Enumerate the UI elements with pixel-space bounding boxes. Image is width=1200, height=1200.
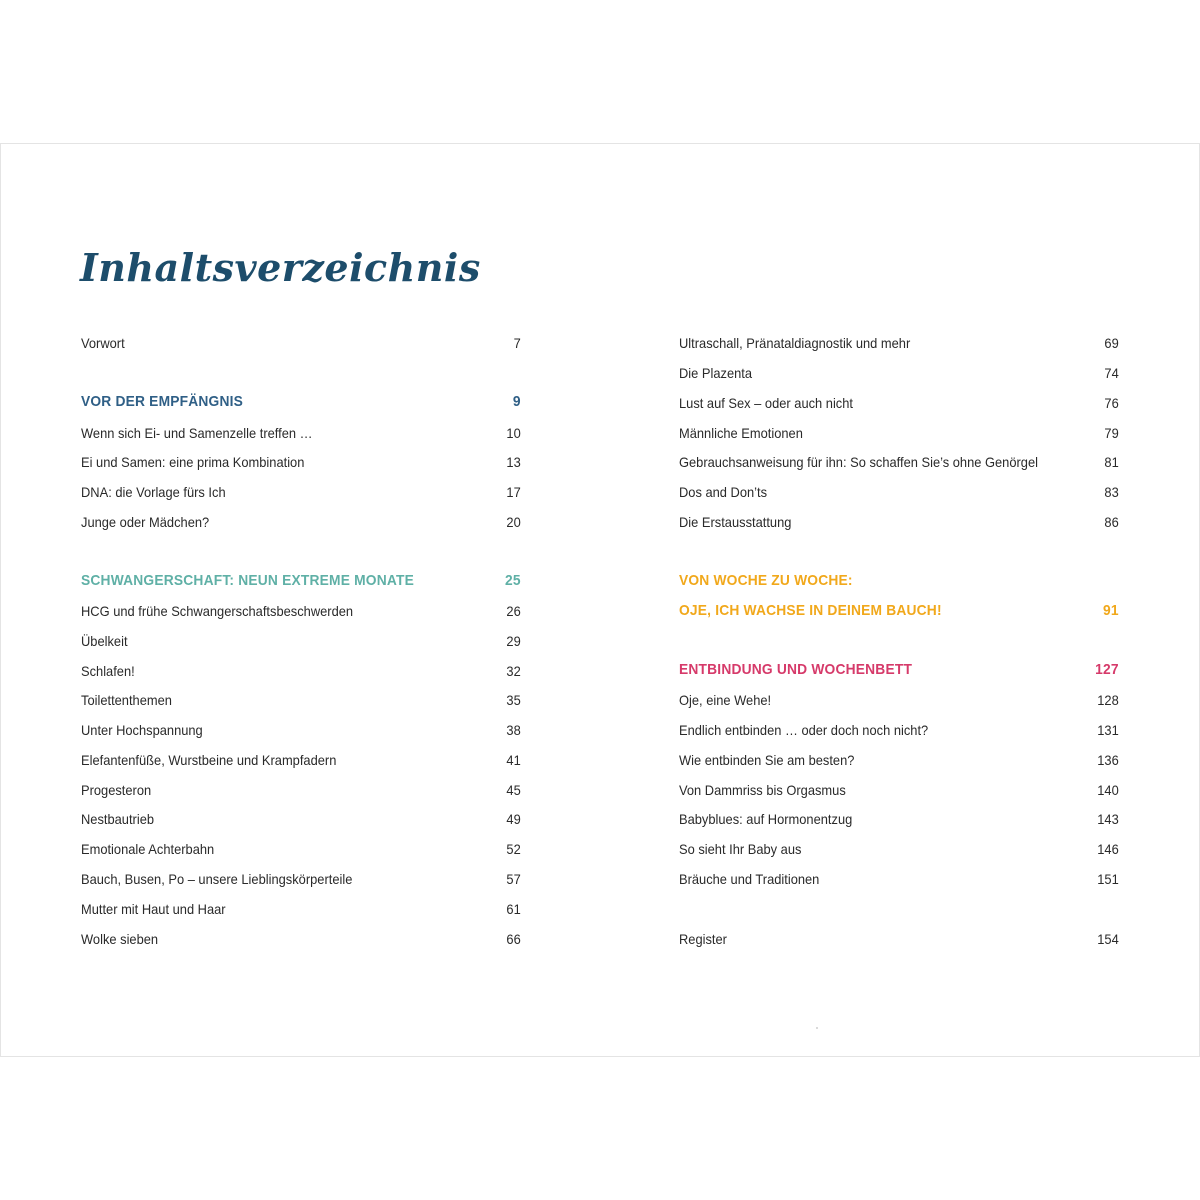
toc-entry-page: 136 bbox=[1097, 752, 1119, 768]
toc-entry-page: 151 bbox=[1097, 871, 1119, 887]
toc-section-page: 25 bbox=[505, 572, 521, 589]
toc-section-page: 9 bbox=[512, 393, 521, 410]
toc-entry-page: 74 bbox=[1104, 365, 1119, 381]
toc-entry[interactable] bbox=[81, 662, 521, 680]
toc-entry-page: 26 bbox=[506, 603, 521, 619]
toc-entry[interactable] bbox=[679, 334, 1119, 352]
toc-entry-page: 81 bbox=[1104, 454, 1119, 470]
toc-entry-label: HCG und frühe Schwangerschaftsbeschwerden bbox=[81, 603, 354, 619]
toc-entry-label: Unter Hochspannung bbox=[81, 722, 203, 738]
toc-entry-label: Progesteron bbox=[81, 782, 152, 798]
toc-entry[interactable] bbox=[81, 930, 521, 948]
toc-section-heading-line bbox=[679, 572, 1119, 590]
toc-entry[interactable] bbox=[679, 781, 1119, 799]
toc-entry[interactable] bbox=[81, 840, 521, 858]
toc-entry-page: 61 bbox=[506, 901, 521, 917]
toc-entry-label: Die Plazenta bbox=[679, 365, 753, 381]
toc-entry-label: Männliche Emotionen bbox=[679, 425, 803, 441]
toc-entry-page: 41 bbox=[506, 752, 521, 768]
toc-entry-page: 49 bbox=[506, 811, 521, 827]
toc-entry-page: 128 bbox=[1097, 692, 1119, 708]
toc-entry-page: 32 bbox=[506, 663, 521, 679]
toc-entry[interactable] bbox=[81, 810, 521, 828]
toc-entry-label: Oje, eine Wehe! bbox=[679, 692, 772, 708]
toc-entry[interactable] bbox=[81, 900, 521, 918]
toc-entry-page: 7 bbox=[513, 335, 521, 351]
toc-entry-label: Wie entbinden Sie am besten? bbox=[679, 752, 855, 768]
toc-entry[interactable] bbox=[81, 751, 521, 769]
toc-section-page: 91 bbox=[1103, 602, 1119, 619]
toc-entry-label: Wenn sich Ei- und Samenzelle treffen … bbox=[81, 425, 313, 441]
toc-entry-label: Elefantenfüße, Wurstbeine und Krampfadern bbox=[81, 752, 337, 768]
toc-entry-page: 17 bbox=[506, 484, 521, 500]
toc-entry-page: 146 bbox=[1097, 841, 1119, 857]
toc-entry-register[interactable] bbox=[679, 930, 1119, 948]
toc-section-heading[interactable] bbox=[679, 661, 1119, 679]
toc-entry-page: 143 bbox=[1097, 811, 1119, 827]
toc-section-heading[interactable] bbox=[679, 602, 1119, 620]
toc-entry[interactable] bbox=[81, 334, 521, 352]
toc-section-label: VON WOCHE ZU WOCHE: bbox=[679, 572, 853, 589]
toc-entry[interactable] bbox=[679, 424, 1119, 442]
toc-entry[interactable] bbox=[679, 721, 1119, 739]
toc-entry-label: Übelkeit bbox=[81, 633, 128, 649]
toc-entry-page: 140 bbox=[1097, 782, 1119, 798]
toc-entry-label: Die Erstausstattung bbox=[679, 514, 792, 530]
toc-entry-page: 52 bbox=[506, 841, 521, 857]
toc-entry-label: Babyblues: auf Hormonentzug bbox=[679, 811, 853, 827]
toc-entry-label: Gebrauchsanweisung für ihn: So schaffen Sie’s ohne Genörgel bbox=[679, 454, 1038, 470]
toc-entry-label: Ultraschall, Pränataldiagnostik und mehr bbox=[679, 335, 911, 351]
toc-entry-page: 38 bbox=[506, 722, 521, 738]
toc-entry-label: Emotionale Achterbahn bbox=[81, 841, 215, 857]
toc-entry-label: Register bbox=[679, 931, 727, 947]
toc-entry-page: 35 bbox=[506, 692, 521, 708]
toc-section-label: ENTBINDUNG UND WOCHENBETT bbox=[679, 661, 913, 678]
toc-section-label: OJE, ICH WACHSE IN DEINEM BAUCH! bbox=[679, 602, 942, 619]
toc-entry-label: Endlich entbinden … oder doch noch nicht? bbox=[679, 722, 929, 738]
toc-entry[interactable] bbox=[679, 870, 1119, 888]
page-title: Inhaltsverzeichnis bbox=[80, 245, 481, 290]
toc-entry[interactable] bbox=[679, 751, 1119, 769]
toc-entry-page: 45 bbox=[506, 782, 521, 798]
toc-entry-label: Nestbautrieb bbox=[81, 811, 155, 827]
toc-entry[interactable] bbox=[679, 840, 1119, 858]
toc-entry[interactable] bbox=[679, 691, 1119, 709]
toc-entry-label: Lust auf Sex – oder auch nicht bbox=[679, 395, 853, 411]
toc-entry-page: 57 bbox=[506, 871, 521, 887]
toc-section-label: SCHWANGERSCHAFT: NEUN EXTREME MONATE bbox=[81, 572, 414, 589]
toc-entry-label: So sieht Ihr Baby aus bbox=[679, 841, 802, 857]
toc-entry-label: Schlafen! bbox=[81, 663, 135, 679]
toc-entry-label: Von Dammriss bis Orgasmus bbox=[679, 782, 846, 798]
toc-entry[interactable] bbox=[679, 810, 1119, 828]
toc-entry[interactable] bbox=[81, 602, 521, 620]
toc-entry-page: 13 bbox=[506, 454, 521, 470]
toc-entry[interactable] bbox=[679, 394, 1119, 412]
toc-entry-page: 20 bbox=[506, 514, 521, 530]
toc-entry-page: 76 bbox=[1104, 395, 1119, 411]
toc-section-label: VOR DER EMPFÄNGNIS bbox=[81, 393, 244, 410]
toc-entry[interactable] bbox=[81, 721, 521, 739]
toc-entry[interactable] bbox=[81, 691, 521, 709]
toc-entry[interactable] bbox=[81, 424, 521, 442]
toc-section-heading[interactable] bbox=[81, 572, 521, 590]
toc-entry-page: 10 bbox=[506, 425, 521, 441]
toc-entry-page: 69 bbox=[1104, 335, 1119, 351]
toc-entry-page: 29 bbox=[506, 633, 521, 649]
toc-entry-page: 83 bbox=[1104, 484, 1119, 500]
toc-entry[interactable] bbox=[679, 364, 1119, 382]
toc-entry[interactable] bbox=[81, 632, 521, 650]
toc-entry-label: DNA: die Vorlage fürs Ich bbox=[81, 484, 226, 500]
toc-section-page: 127 bbox=[1095, 661, 1119, 678]
toc-entry[interactable] bbox=[679, 483, 1119, 501]
toc-entry-label: Dos and Don’ts bbox=[679, 484, 768, 500]
toc-entry-label: Ei und Samen: eine prima Kombination bbox=[81, 454, 305, 470]
toc-entry-label: Vorwort bbox=[81, 335, 125, 351]
toc-entry-label: Toilettenthemen bbox=[81, 692, 172, 708]
toc-entry[interactable] bbox=[81, 453, 521, 471]
toc-entry-label: Bräuche und Traditionen bbox=[679, 871, 820, 887]
toc-entry[interactable] bbox=[679, 453, 1119, 471]
toc-section-heading[interactable] bbox=[81, 393, 521, 411]
toc-entry-page: 86 bbox=[1104, 514, 1119, 530]
toc-entry-label: Junge oder Mädchen? bbox=[81, 514, 210, 530]
toc-entry-label: Mutter mit Haut und Haar bbox=[81, 901, 226, 917]
toc-entry-page: 154 bbox=[1097, 931, 1119, 947]
toc-entry-page: 66 bbox=[506, 931, 521, 947]
toc-entry-page: 79 bbox=[1104, 425, 1119, 441]
toc-entry[interactable] bbox=[81, 483, 521, 501]
toc-entry-label: Wolke sieben bbox=[81, 931, 159, 947]
toc-entry[interactable] bbox=[81, 870, 521, 888]
toc-entry-label: Bauch, Busen, Po – unsere Lieblingskörperteile bbox=[81, 871, 353, 887]
toc-entry-page: 131 bbox=[1097, 722, 1119, 738]
toc-entry[interactable] bbox=[679, 513, 1119, 531]
toc-entry[interactable] bbox=[81, 781, 521, 799]
toc-entry[interactable] bbox=[81, 513, 521, 531]
page-speck bbox=[816, 1027, 818, 1029]
